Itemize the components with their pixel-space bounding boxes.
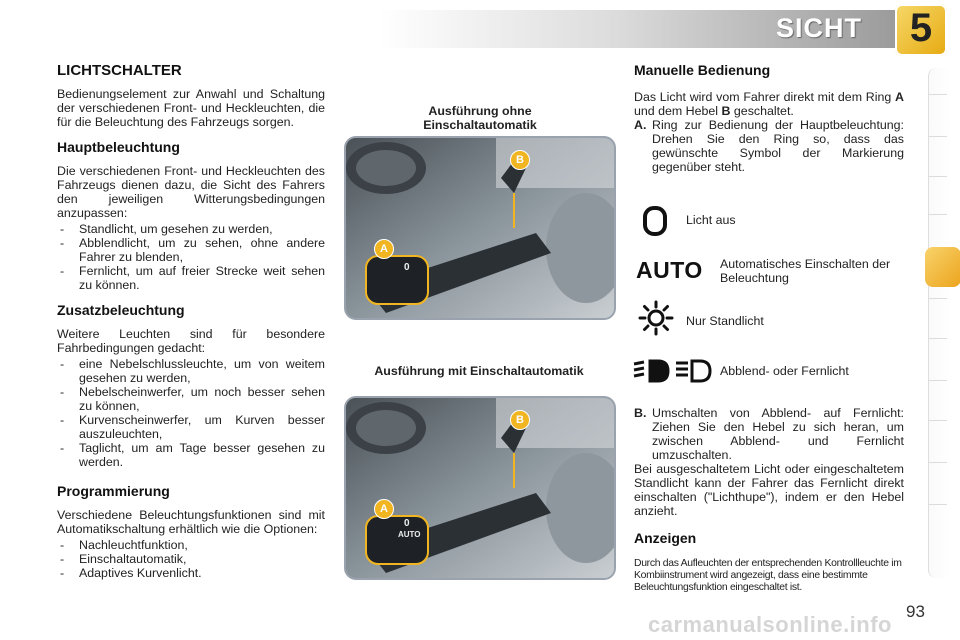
stalk-zero-mark: 0 — [404, 518, 410, 529]
chapter-number: 5 — [909, 6, 933, 50]
label-b: B — [510, 150, 530, 170]
chapter-badge — [895, 4, 947, 56]
label-b: B — [510, 410, 530, 430]
caption-with-auto: Ausführung mit Einschaltautomatik — [374, 364, 584, 378]
label-a: A — [374, 499, 394, 519]
item-b-text: Umschalten von Abblend- auf Fernlicht: Ziehen Sie den Hebel zu sich heran, um zwischen Abblend- und Fernlicht umzuschalten. — [652, 406, 904, 462]
hauptbeleuchtung-list — [57, 222, 325, 292]
lichthupe-paragraph: Bei ausgeschaltetem Licht oder eingeschaltetem Standlicht kann der Fahrer das Fernlicht direkt einschalten ("Lichthupe"), indem er den Hebel anzieht. — [634, 462, 904, 518]
tab-divider — [929, 298, 947, 299]
tab-divider — [929, 462, 947, 463]
list-item: - Adaptives Kurvenlicht. — [57, 566, 325, 580]
list-item: - Fernlicht, um auf freier Strecke weit sehen zu können. — [57, 264, 325, 292]
chapter-tab-strip — [928, 68, 951, 578]
anzeigen-heading: Anzeigen — [634, 530, 697, 546]
caption-without-auto — [390, 104, 570, 132]
watermark: carmanualsonline.info — [648, 612, 892, 637]
list-item: - Nebelscheinwerfer, um noch besser sehen zu können, — [57, 385, 325, 413]
left-column — [57, 62, 325, 580]
item-a-key: A. — [634, 118, 647, 132]
label-a: A — [374, 239, 394, 259]
tab-divider — [929, 504, 947, 505]
section-title: SICHT — [776, 13, 862, 43]
anzeigen-text: Durch das Aufleuchten der entsprechenden Kontrollleuchte im Kombiinstrument wird angezeigt, dass eine bestimmte Beleuchtungsfunktion eingeschaltet ist. — [634, 558, 902, 593]
list-item: - Taglicht, um am Tage besser gesehen zu werden. — [57, 441, 325, 469]
intro-b: B — [721, 104, 731, 118]
symbol-label-auto: Automatisches Einschalten der Beleuchtung — [720, 257, 891, 285]
item-a — [634, 118, 904, 174]
intro-text: Das Licht wird vom Fahrer direkt mit dem — [634, 90, 863, 104]
intro-mid: und dem Hebel — [634, 104, 719, 118]
page-header — [0, 0, 960, 56]
list-item: - Kurvenscheinwerfer, um Kurven besser auszuleuchten, — [57, 413, 325, 441]
intro-ring: Ring — [865, 90, 892, 104]
lichtschalter-heading: LICHTSCHALTER — [57, 62, 182, 79]
programmierung-list — [57, 538, 325, 580]
stalk-illustration — [346, 138, 614, 318]
stalk-illustration — [346, 398, 614, 578]
active-chapter-tab[interactable] — [925, 247, 960, 287]
tab-divider — [929, 94, 947, 95]
hauptbeleuchtung-text: Die verschiedenen Front- und Heckleuchten des Fahrzeugs dienen dazu, die Sicht des Fahrers den jeweiligen Witterungsbedingungen anzupassen: — [57, 164, 325, 220]
lichtschalter-intro: Bedienungselement zur Anwahl und Schaltung der verschiedenen Front- und Heckleuchten, die für die Beleuchtung des Fahrzeugs sorgen. — [57, 87, 325, 129]
item-a-text: Ring zur Bedienung der Hauptbeleuchtung: Drehen Sie den Ring so, dass das gewünschte Symbol der Markierung gegenüber steht. — [652, 118, 904, 174]
list-item: - Standlicht, um gesehen zu werden, — [57, 222, 325, 236]
intro-a: A — [895, 90, 904, 104]
symbol-label-headlight: Abblend- oder Fernlicht — [720, 364, 849, 378]
switch-photo-without-auto — [344, 136, 616, 320]
zusatzbeleuchtung-list — [57, 357, 325, 469]
manual-heading-block — [634, 62, 904, 118]
item-b — [634, 406, 904, 462]
intro-end: geschaltet. — [733, 104, 794, 118]
list-item: - Nachleuchtfunktion, — [57, 538, 325, 552]
auto-symbol-icon: AUTO — [636, 257, 703, 283]
caption-line: Einschaltautomatik — [423, 118, 537, 132]
tab-divider — [929, 214, 947, 215]
item-b-key: B. — [634, 406, 647, 420]
sidelight-symbol-icon — [638, 300, 674, 341]
zusatzbeleuchtung-heading: Zusatzbeleuchtung — [57, 302, 185, 318]
page-number: 93 — [906, 602, 925, 621]
tab-divider — [929, 136, 947, 137]
caption-line: Ausführung ohne — [428, 104, 532, 118]
programmierung-text: Verschiedene Beleuchtungsfunktionen sind mit Automatikschaltung erhältlich wie die Optionen: — [57, 508, 325, 536]
stalk-zero-mark: 0 — [404, 262, 410, 273]
symbol-label-sidelight: Nur Standlicht — [686, 314, 764, 328]
list-item: - Einschaltautomatik, — [57, 552, 325, 566]
programmierung-heading: Programmierung — [57, 483, 170, 499]
list-item: - Abblendlicht, um zu sehen, ohne andere Fahrer zu blenden, — [57, 236, 325, 264]
headlight-symbol-icon — [632, 358, 714, 389]
zero-symbol-icon — [642, 206, 668, 241]
symbol-label-off: Licht aus — [686, 213, 736, 227]
stalk-auto-mark: AUTO — [398, 530, 421, 539]
list-item: - eine Nebelschlussleuchte, um von weitem gesehen zu werden, — [57, 357, 325, 385]
tab-divider — [929, 380, 947, 381]
switch-photo-with-auto — [344, 396, 616, 580]
manual-intro — [634, 90, 904, 118]
manuelle-bedienung-heading: Manuelle Bedienung — [634, 62, 771, 78]
tab-divider — [929, 420, 947, 421]
tab-divider — [929, 176, 947, 177]
zusatzbeleuchtung-text: Weitere Leuchten sind für besondere Fahrbedingungen gedacht: — [57, 327, 325, 355]
hauptbeleuchtung-heading: Hauptbeleuchtung — [57, 139, 180, 155]
tab-divider — [929, 338, 947, 339]
